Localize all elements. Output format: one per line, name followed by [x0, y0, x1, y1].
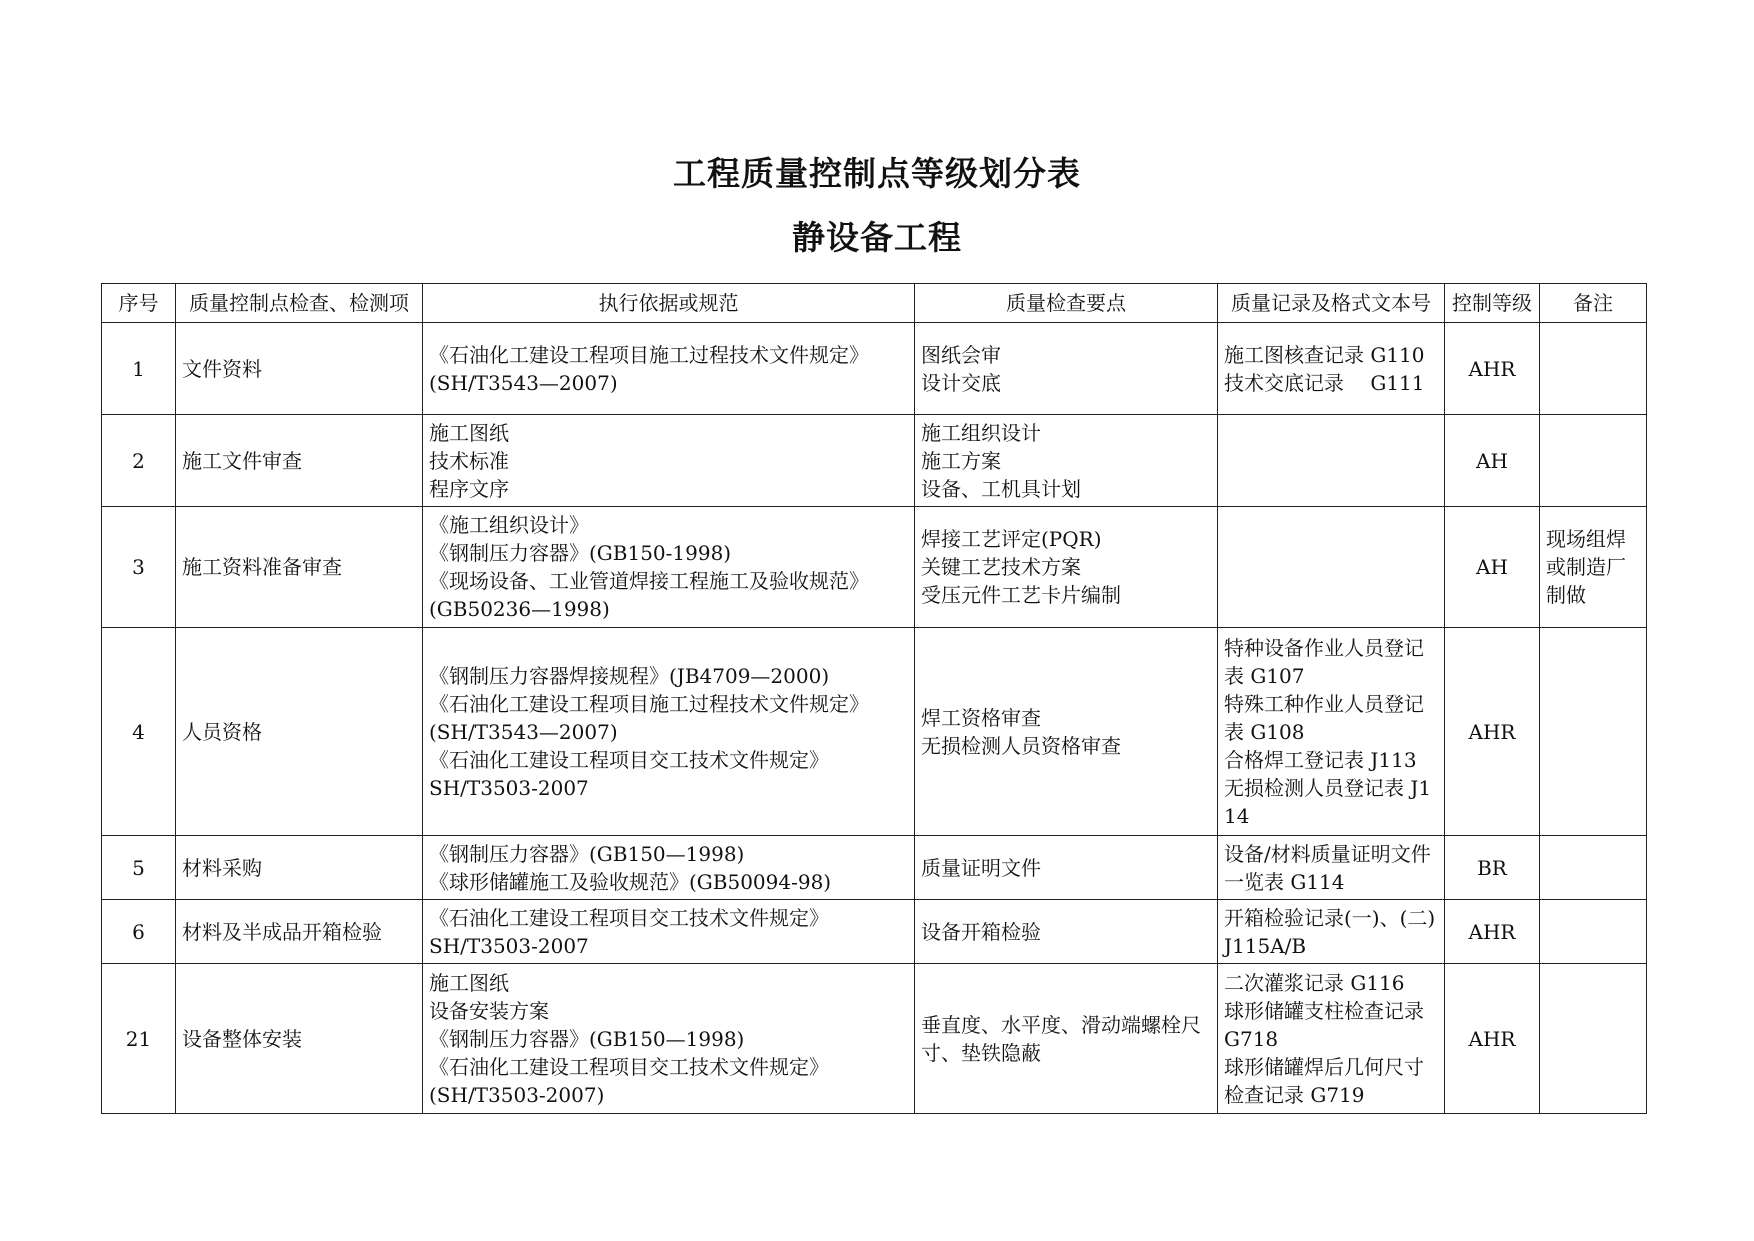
- header-no: 序号: [102, 284, 176, 323]
- row-basis-line: (SH/T3503-2007): [429, 1082, 605, 1107]
- row-remark: [1540, 836, 1647, 900]
- row-records-line: 二次灌浆记录 G116: [1224, 970, 1405, 995]
- row-basis-line: 《钢制压力容器焊接规程》(JB4709—2000): [429, 663, 830, 688]
- row-basis-line: 程序文序: [429, 476, 509, 501]
- row-item: 设备整体安装: [176, 964, 423, 1114]
- row-points-line: 施工组织设计: [921, 420, 1041, 445]
- row-points: [915, 836, 1218, 900]
- row-level: AHR: [1445, 900, 1540, 964]
- header-records: 质量记录及格式文本号: [1218, 284, 1445, 323]
- row-number: 4: [102, 628, 176, 836]
- row-remark: [1540, 323, 1647, 415]
- row-points: [915, 900, 1218, 964]
- row-basis-line: (SH/T3543—2007): [429, 719, 618, 744]
- row-points: [915, 323, 1218, 415]
- row-records: [1218, 415, 1445, 507]
- row-points-line: 设备、工机具计划: [921, 476, 1081, 501]
- row-points-line: 关键工艺技术方案: [921, 555, 1081, 579]
- row-basis-line: (GB50236—1998): [429, 597, 610, 621]
- row-item: 人员资格: [176, 628, 423, 836]
- row-points-line: 焊工资格审查: [921, 705, 1041, 730]
- row-remark: [1540, 415, 1647, 507]
- row-records-line: 无损检测人员登记表 J114: [1224, 775, 1432, 828]
- row-points-line: 图纸会审: [921, 342, 1001, 367]
- row-points-line: 质量证明文件: [921, 855, 1041, 880]
- row-number: 6: [102, 900, 176, 964]
- row-basis-line: 《钢制压力容器》(GB150-1998): [429, 541, 732, 565]
- row-item: 文件资料: [176, 323, 423, 415]
- row-basis-line: 《石油化工建设工程项目交工技术文件规定》: [429, 905, 829, 930]
- row-points: [915, 415, 1218, 507]
- row-records: [1218, 900, 1445, 964]
- row-records: [1218, 964, 1445, 1114]
- row-records: [1218, 323, 1445, 415]
- document-subtitle: 静设备工程: [792, 218, 962, 257]
- row-basis-line: 《球形储罐施工及验收规范》(GB50094-98): [429, 869, 832, 894]
- row-points-line: 设备开箱检验: [921, 919, 1041, 944]
- row-basis: [423, 964, 915, 1114]
- row-records: [1218, 836, 1445, 900]
- row-basis: [423, 628, 915, 836]
- row-points-line: 无损检测人员资格审查: [921, 733, 1121, 758]
- row-basis: [423, 507, 915, 628]
- row-points-line: 焊接工艺评定(PQR): [921, 527, 1102, 551]
- row-basis-line: 施工图纸: [429, 970, 509, 995]
- table-row: [102, 323, 1647, 415]
- row-records-line: 特殊工种作业人员登记表 G108: [1224, 691, 1424, 744]
- row-remark: [1540, 628, 1647, 836]
- header-level: 控制等级: [1445, 284, 1540, 323]
- row-basis-line: 设备安装方案: [429, 998, 549, 1023]
- row-records-line: 球形储罐焊后几何尺寸检查记录 G719: [1224, 1054, 1424, 1107]
- row-points-line: 垂直度、水平度、滑动端螺栓尺寸、垫铁隐蔽: [921, 1012, 1201, 1065]
- row-basis-line: 技术标准: [429, 448, 509, 473]
- row-records: [1218, 628, 1445, 836]
- row-records-line: 合格焊工登记表 J113: [1224, 747, 1417, 772]
- row-points-line: 设计交底: [921, 370, 1001, 395]
- row-item: 施工资料准备审查: [176, 507, 423, 628]
- row-basis-line: 《石油化工建设工程项目交工技术文件规定》: [429, 747, 829, 772]
- header-points: 质量检查要点: [915, 284, 1218, 323]
- row-item: 材料及半成品开箱检验: [176, 900, 423, 964]
- row-records-line: 设备/材料质量证明文件一览表 G114: [1224, 841, 1431, 894]
- header-remark: 备注: [1540, 284, 1647, 323]
- row-item: 材料采购: [176, 836, 423, 900]
- row-number: 3: [102, 507, 176, 628]
- document-title: 工程质量控制点等级划分表: [673, 154, 1081, 193]
- row-level: AHR: [1445, 964, 1540, 1114]
- row-basis: [423, 323, 915, 415]
- table-row: [102, 900, 1647, 964]
- row-points: [915, 628, 1218, 836]
- row-records-line: 球形储罐支柱检查记录 G718: [1224, 998, 1424, 1051]
- table-row: [102, 628, 1647, 836]
- row-points-line: 受压元件工艺卡片编制: [921, 583, 1121, 607]
- table-row: [102, 836, 1647, 900]
- row-points-line: 施工方案: [921, 448, 1001, 473]
- row-basis: [423, 836, 915, 900]
- row-level: AH: [1445, 415, 1540, 507]
- row-basis-line: 《石油化工建设工程项目交工技术文件规定》: [429, 1054, 829, 1079]
- table-header-row: [102, 284, 1647, 323]
- row-records-line: 施工图核查记录 G110: [1224, 342, 1425, 367]
- header-basis: 执行依据或规范: [423, 284, 915, 323]
- row-basis: [423, 415, 915, 507]
- row-item: 施工文件审查: [176, 415, 423, 507]
- row-remark: [1540, 900, 1647, 964]
- row-number: 1: [102, 323, 176, 415]
- row-basis-line: 施工图纸: [429, 420, 509, 445]
- row-records-line: 开箱检验记录(一)、(二) J115A/B: [1224, 905, 1436, 958]
- row-basis-line: (SH/T3543—2007): [429, 370, 618, 395]
- header-item: 质量控制点检查、检测项: [176, 284, 423, 323]
- row-basis-line: 《现场设备、工业管道焊接工程施工及验收规范》: [429, 569, 869, 593]
- row-basis-line: 《石油化工建设工程项目施工过程技术文件规定》: [429, 342, 869, 367]
- row-records-line: 技术交底记录 G111: [1224, 370, 1425, 395]
- row-number: 21: [102, 964, 176, 1114]
- row-basis-line: 《石油化工建设工程项目施工过程技术文件规定》: [429, 691, 869, 716]
- row-level: AHR: [1445, 628, 1540, 836]
- row-basis-line: 《施工组织设计》: [429, 513, 589, 537]
- row-basis-line: SH/T3503-2007: [429, 775, 589, 800]
- row-basis-line: 《钢制压力容器》(GB150—1998): [429, 1026, 745, 1051]
- row-records-line: 特种设备作业人员登记表 G107: [1224, 635, 1424, 688]
- row-basis: [423, 900, 915, 964]
- table-row: [102, 415, 1647, 507]
- row-points: [915, 964, 1218, 1114]
- row-remark: [1540, 964, 1647, 1114]
- row-basis-line: SH/T3503-2007: [429, 933, 589, 958]
- row-level: BR: [1445, 836, 1540, 900]
- row-level: AH: [1445, 507, 1540, 628]
- row-points: [915, 507, 1218, 628]
- row-number: 5: [102, 836, 176, 900]
- row-number: 2: [102, 415, 176, 507]
- row-level: AHR: [1445, 323, 1540, 415]
- row-remark: 现场组焊或制造厂制做: [1540, 507, 1647, 628]
- table-row: [102, 964, 1647, 1114]
- quality-control-table: [101, 283, 1647, 1114]
- row-records: [1218, 507, 1445, 628]
- table-row: [102, 507, 1647, 628]
- row-basis-line: 《钢制压力容器》(GB150—1998): [429, 841, 745, 866]
